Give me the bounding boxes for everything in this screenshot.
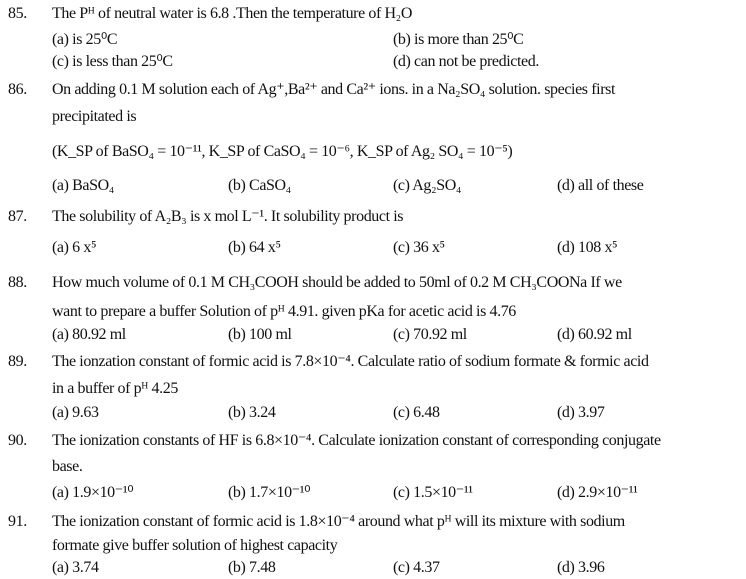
answer-option[interactable]: (d) 3.97 [557,404,605,421]
answer-option[interactable]: (b) 7.48 [228,559,276,576]
answer-option[interactable]: (a) 80.92 ml [52,326,126,343]
question-text-line: want to prepare a buffer Solution of pᴴ 4.91. given pKa for acetic acid is 4.76 [52,303,516,320]
question-text-line: The ionzation constant of formic acid is 7.8×10⁻⁴. Calculate ratio of sodium formate & formic acid [52,353,649,370]
answer-option[interactable]: (c) 6.48 [393,404,440,421]
answer-option[interactable]: (b) is more than 25⁰C [393,31,524,48]
question-number: 89. [8,353,27,370]
question-text-line: The ionization constant of formic acid is 1.8×10⁻⁴ around what pᴴ will its mixture with sodium [52,513,625,530]
answer-option[interactable]: (d) 108 x⁵ [557,239,618,256]
answer-option[interactable]: (d) 60.92 ml [557,326,632,343]
answer-option[interactable]: (c) 4.37 [393,559,440,576]
question-number: 87. [8,208,27,225]
question-text-line: (K_SP of BaSO₄ = 10⁻¹¹, K_SP of CaSO₄ = 10⁻⁶, K_SP of Ag₂ SO₄ = 10⁻⁵) [52,143,513,160]
answer-option[interactable]: (b) 1.7×10⁻¹⁰ [228,484,311,501]
answer-option[interactable]: (c) 36 x⁵ [393,239,445,256]
question-text-line: The Pᴴ of neutral water is 6.8 .Then the temperature of H₂O [52,5,413,22]
answer-option[interactable]: (b) 3.24 [228,404,276,421]
question-text-line: base. [52,458,83,475]
answer-option[interactable]: (a) 9.63 [52,404,99,421]
question-number: 91. [8,513,27,530]
question-number: 86. [8,81,27,98]
question-text-line: How much volume of 0.1 M CH₃COOH should be added to 50ml of 0.2 M CH₃COONa If we [52,274,622,291]
answer-option[interactable]: (a) 3.74 [52,559,99,576]
answer-option[interactable]: (a) 1.9×10⁻¹⁰ [52,484,134,501]
question-text-line: On adding 0.1 M solution each of Ag⁺,Ba²⁺ and Ca²⁺ ions. in a Na₂SO₄ solution. species first [52,81,615,98]
answer-option[interactable]: (d) 2.9×10⁻¹¹ [557,484,638,501]
question-text-line: The solubility of A₂B₃ is x mol L⁻¹. It solubility product is [52,208,404,225]
question-number: 90. [8,432,27,449]
answer-option[interactable]: (c) 1.5×10⁻¹¹ [393,484,473,501]
answer-option[interactable]: (b) CaSO₄ [228,177,291,194]
question-text-line: formate give buffer solution of highest capacity [52,537,338,554]
answer-option[interactable]: (d) can not be predicted. [393,53,539,70]
question-number: 85. [8,5,27,22]
question-text-line: precipitated is [52,108,137,125]
answer-option[interactable]: (b) 100 ml [228,326,292,343]
answer-option[interactable]: (d) all of these [557,177,644,194]
answer-option[interactable]: (a) 6 x⁵ [52,239,97,256]
answer-option[interactable]: (c) is less than 25⁰C [52,53,173,70]
answer-option[interactable]: (c) Ag₂SO₄ [393,177,462,194]
answer-option[interactable]: (b) 64 x⁵ [228,239,281,256]
question-text-line: in a buffer of pᴴ 4.25 [52,380,178,397]
answer-option[interactable]: (d) 3.96 [557,559,605,576]
answer-option[interactable]: (a) BaSO₄ [52,177,114,194]
answer-option[interactable]: (a) is 25⁰C [52,31,118,48]
question-number: 88. [8,274,27,291]
answer-option[interactable]: (c) 70.92 ml [393,326,467,343]
question-text-line: The ionization constants of HF is 6.8×10⁻⁴. Calculate ionization constant of corresponding conjugate [52,432,661,449]
